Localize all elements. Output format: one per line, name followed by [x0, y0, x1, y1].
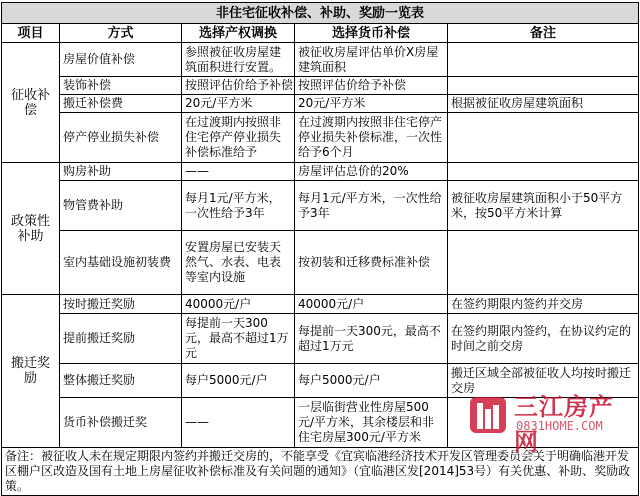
- cash-cell: 每户5000元/户: [295, 364, 448, 398]
- method-cell: 停产停业损失补偿: [60, 113, 182, 163]
- method-cell: 装饰补偿: [60, 77, 182, 95]
- cash-cell: 一层临街营业性房屋500元/平方米，其余楼层和非住宅房屋300元/平方米: [295, 398, 448, 448]
- note-cell: 在签约期限内签约，在协议约定的时间之前交房: [448, 314, 639, 364]
- table-row: [2, 364, 639, 398]
- cash-cell: 每月1元/平方米，一次性给予3年: [295, 181, 448, 231]
- table-row: [2, 295, 639, 314]
- watermark-site-name: 三江房产网: [514, 393, 614, 456]
- cash-cell: 在过渡期内按照非住宅停产停业损失补偿标准，一次性给予6个月: [295, 113, 448, 163]
- table-row: [2, 113, 639, 163]
- footnote: 备注：被征收人未在规定期限内签约并搬迁交房的，不能享受《宜宾临港经济技术开发区管理委员会关于明确临港开发区棚户区改造及国有土地上房屋征收补偿标准及有关问题的通知》（宜临港区发[2014]53号）有关优惠、补助、奖励政策。: [2, 448, 639, 496]
- cash-cell: 按初装和迁移费标准补偿: [295, 231, 448, 295]
- cash-cell: 40000元/户: [295, 295, 448, 314]
- table-row: [2, 163, 639, 181]
- property-cell: 在过渡期内按照非住宅停产停业损失补偿标准给予: [182, 113, 295, 163]
- table-row: [2, 77, 639, 95]
- header-project: 项目: [2, 24, 60, 43]
- method-cell: 室内基础设施初装费: [60, 231, 182, 295]
- note-cell: 被征收房屋建筑面积小于50平方米，按50平方米计算: [448, 181, 639, 231]
- method-cell: 提前搬迁奖励: [60, 314, 182, 364]
- note-cell: 根据被征收房屋建筑面积: [448, 95, 639, 113]
- method-cell: 搬迁补偿费: [60, 95, 182, 113]
- header-method: 方式: [60, 24, 182, 43]
- method-cell: 货币补偿搬迁奖: [60, 398, 182, 448]
- table-row: [2, 181, 639, 231]
- category-cell: 搬迁奖励: [2, 295, 60, 448]
- property-cell: 安置房屋已安装天然气、水表、电表等室内设施: [182, 231, 295, 295]
- property-cell: 按照评估价给予补偿: [182, 77, 295, 95]
- cash-cell: 被征收房屋评估单价X房屋建筑面积: [295, 43, 448, 77]
- table-row: [2, 43, 639, 77]
- note-cell: [448, 43, 639, 77]
- property-cell: 40000元/户: [182, 295, 295, 314]
- title-row: [2, 3, 639, 24]
- method-cell: 房屋价值补偿: [60, 43, 182, 77]
- cash-cell: 按照评估价给予补偿: [295, 77, 448, 95]
- category-cell: 政策性补助: [2, 163, 60, 295]
- table-row: [2, 231, 639, 295]
- property-cell: ——: [182, 163, 295, 181]
- method-cell: 物管费补助: [60, 181, 182, 231]
- note-cell: [448, 398, 639, 448]
- header-property-exchange: 选择产权调换: [182, 24, 295, 43]
- note-cell: [448, 163, 639, 181]
- note-cell: [448, 231, 639, 295]
- compensation-table: [1, 2, 639, 496]
- note-cell: 搬迁区域全部被征收人均按时搬迁交房: [448, 364, 639, 398]
- table-row: [2, 95, 639, 113]
- table-row: [2, 398, 639, 448]
- table-title: 非住宅征收补偿、补助、奖励一览表: [2, 3, 639, 24]
- cash-cell: 房屋评估总价的20%: [295, 163, 448, 181]
- property-cell: 每提前一天300元，最高不超过1万元: [182, 314, 295, 364]
- property-cell: 每月1元/平方米，一次性给予3年: [182, 181, 295, 231]
- note-cell: [448, 113, 639, 163]
- watermark-site-url: 0831HOME.COM: [516, 419, 603, 433]
- cash-cell: 20元/平方米: [295, 95, 448, 113]
- property-cell: 20元/平方米: [182, 95, 295, 113]
- table-row: [2, 314, 639, 364]
- note-cell: [448, 77, 639, 95]
- cash-cell: 每提前一天300元，最高不超过1万元: [295, 314, 448, 364]
- property-cell: 参照被征收房屋建筑面积进行安置。: [182, 43, 295, 77]
- note-cell: 在签约期限内签约并交房: [448, 295, 639, 314]
- header-remarks: 备注: [448, 24, 639, 43]
- property-cell: ——: [182, 398, 295, 448]
- method-cell: 整体搬迁奖励: [60, 364, 182, 398]
- footnote-row: [2, 448, 639, 496]
- method-cell: 按时搬迁奖励: [60, 295, 182, 314]
- method-cell: 购房补助: [60, 163, 182, 181]
- property-cell: 每户5000元/户: [182, 364, 295, 398]
- header-cash-compensation: 选择货币补偿: [295, 24, 448, 43]
- category-cell: 征收补偿: [2, 43, 60, 163]
- table-body: [2, 3, 639, 496]
- header-row: [2, 24, 639, 43]
